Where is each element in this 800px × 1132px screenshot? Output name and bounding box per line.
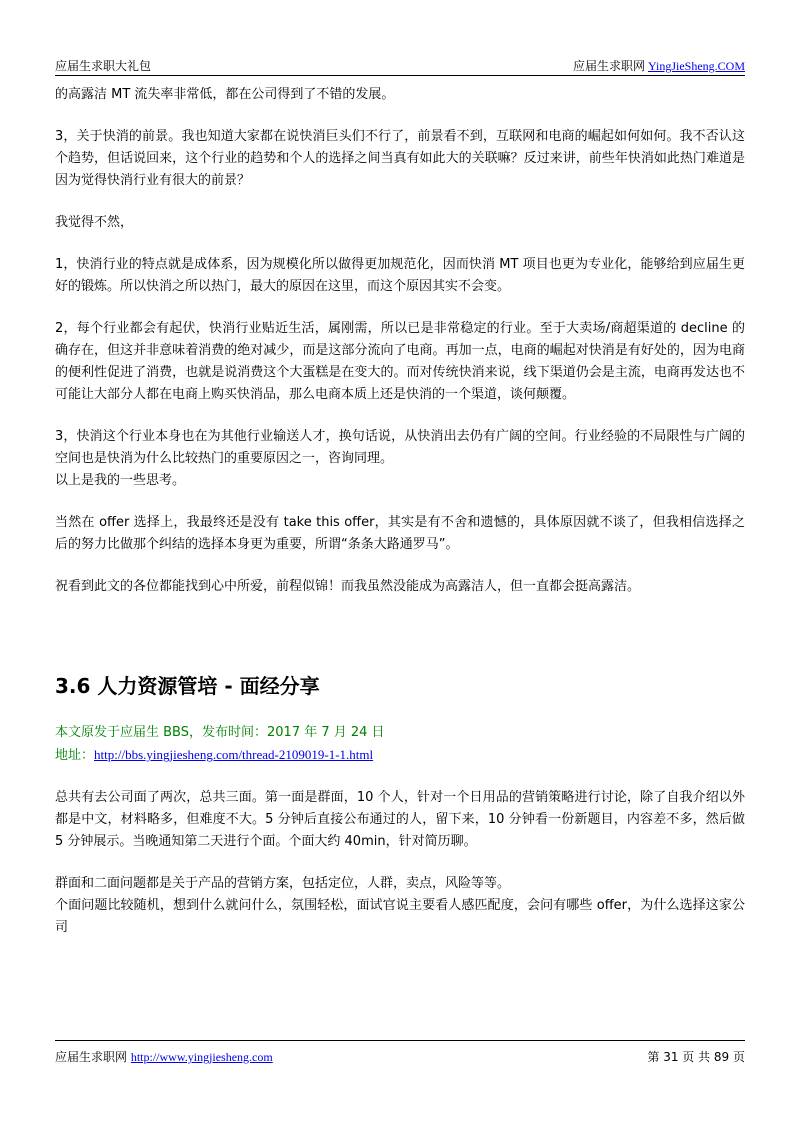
meta-source: 本文原发于应届生 BBS，发布时间：: [55, 725, 267, 740]
meta-date: 2017 年 7 月 24 日: [267, 725, 385, 740]
meta-address-label: 地址：: [55, 748, 95, 763]
paragraph: 当然在 offer 选择上，我最终还是没有 take this offer，其实是有不舍和遗憾的，具体原因就不谈了，但我相信选择之后的努力比做那个纠结的选择本身更为重要，所谓“条条大路通罗马”。: [55, 515, 745, 552]
footer-site-name: 应届生求职网: [55, 1050, 128, 1064]
header-site: [573, 58, 745, 74]
footer-rule: [55, 1040, 745, 1041]
paragraph: 个面问题比较随机，想到什么就问什么，氛围轻松，面试官说主要看人感匹配度，会问有哪些 offer，为什么选择这家公司: [55, 898, 745, 935]
footer-site: [55, 1049, 273, 1065]
paragraph: 祝看到此文的各位都能找到心中所爱，前程似锦！而我虽然没能成为高露洁人，但一直都会挺高露洁。: [55, 579, 641, 594]
section-title: 3.6 人力资源管培 - 面经分享: [55, 674, 320, 698]
header-site-name: 应届生求职网: [572, 59, 645, 73]
page-header: [55, 56, 745, 76]
paragraph: 1，快消行业的特点就是成体系，因为规模化所以做得更加规范化，因而快消 MT 项目也更为专业化，能够给到应届生更好的锻炼。所以快消之所以热门，最大的原因在这里，而这个原因其实不会变。: [55, 257, 745, 294]
paragraph: 总共有去公司面了两次，总共三面。第一面是群面，10 个人，针对一个日用品的营销策略进行讨论，除了自我介绍以外都是中文，材料略多，但难度不大。5 分钟后直接公布通过的人，留下来，10 分钟看一份新题目，内容差不多，然后做 5 分钟展示。当晚通知第二天进行个面。个面大约 40min，针对简历聊。: [55, 790, 745, 849]
meta-publish-line: [55, 722, 745, 744]
header-rule: [55, 75, 745, 76]
paragraph: 我觉得不然，: [55, 215, 134, 230]
paragraph: 2，每个行业都会有起伏，快消行业贴近生活，属刚需，所以已是非常稳定的行业。至于大卖场/商超渠道的 decline 的确存在，但这并非意味着消费的绝对减少，而是这部分流向了电商。再加一点，电商的崛起对快消是有好处的，因为电商的便利性促进了消费，也就是说消费这个大蛋糕是在变大的。而对传统快消来说，线下渠道仍会是主流，电商再发达也不可能让大部分人都在电商上购买快消品，那么电商本质上还是快消的一个渠道，谈何颠覆。: [55, 321, 745, 402]
article-meta: [55, 722, 745, 767]
paragraph: 群面和二面问题都是关于产品的营销方案，包括定位，人群，卖点，风险等等。: [55, 876, 511, 891]
header-title: 应届生求职大礼包: [55, 59, 152, 73]
thread-link[interactable]: http://bbs.yingjiesheng.com/thread-2109019-1-1.html: [94, 747, 374, 762]
paragraph: 以上是我的一些思考。: [55, 473, 186, 488]
paragraph: 的高露洁 MT 流失率非常低，都在公司得到了不错的发展。: [55, 87, 395, 102]
footer-site-link[interactable]: http://www.yingjiesheng.com: [130, 1050, 273, 1064]
page-content: [55, 84, 745, 959]
page-number: 第 31 页 共 89 页: [647, 1050, 745, 1064]
paragraph: 3，关于快消的前景。我也知道大家都在说快消巨头们不行了，前景看不到，互联网和电商的崛起如何如何。我不否认这个趋势，但话说回来，这个行业的趋势和个人的选择之间当真有如此大的关联嘛？反过来讲，前些年快消如此热门难道是因为觉得快消行业有很大的前景？: [55, 129, 745, 188]
paragraph: 3，快消这个行业本身也在为其他行业输送人才，换句话说，从快消出去仍有广阔的空间。行业经验的不局限性与广阔的空间也是快消为什么比较热门的重要原因之一，咨询同理。: [55, 429, 745, 466]
page-footer: [55, 1049, 745, 1069]
header-site-link[interactable]: YingJieSheng.COM: [647, 59, 745, 73]
meta-address-line: [55, 744, 745, 767]
